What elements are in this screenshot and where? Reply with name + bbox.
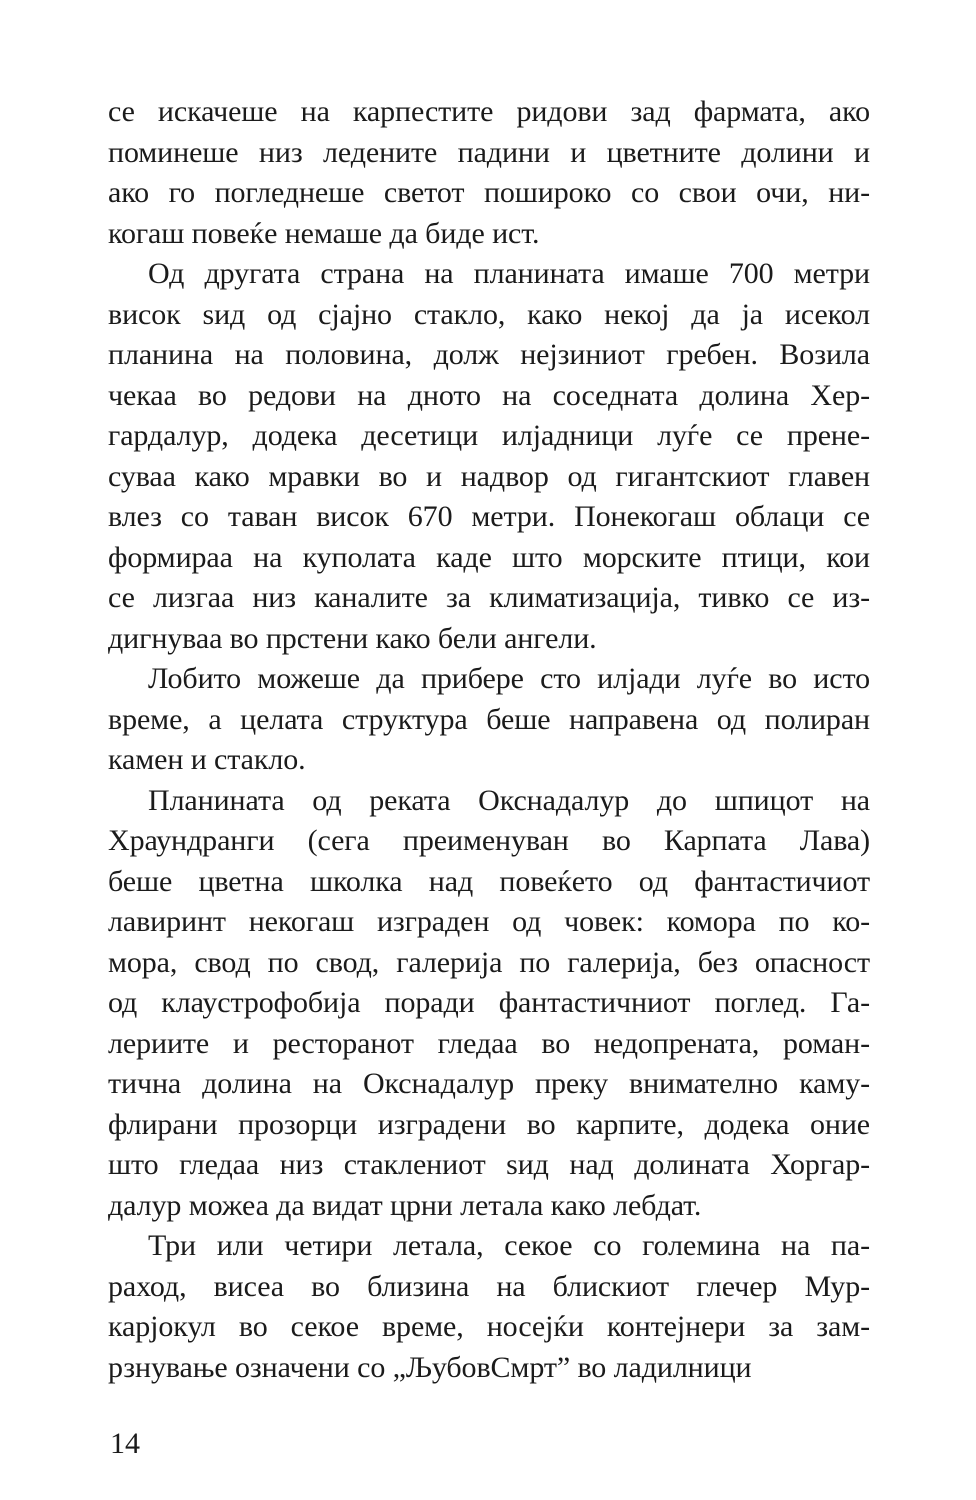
- paragraph: [108, 254, 870, 659]
- text-line: суваа како мравки во и надвор од гигантскиот главен: [108, 459, 870, 493]
- text-line: се лизгаа низ каналите за климатизација, тивко се из-: [108, 581, 870, 614]
- text-line: беше цветна школка над повеќето од фантастичиот: [108, 864, 870, 898]
- text-line: Од другата страна на планината имаше 700 метри: [148, 257, 870, 290]
- text-line: гардалур, додека десетици илјадници луѓе се прене-: [108, 419, 870, 452]
- text-line: поминеше низ ледените падини и цветните долини и: [108, 135, 870, 169]
- text-line: тична долина на Окснадалур преку внимателно каму-: [108, 1067, 870, 1100]
- text-line: лериите и ресторанот гледаа во недопрената, роман-: [108, 1026, 870, 1060]
- paragraph: [108, 659, 870, 781]
- paragraph: [108, 1226, 870, 1388]
- text-line: рзнување означени со „ЉубовСмрт” во ладилници: [108, 1350, 752, 1384]
- text-line: висок ѕид од сјајно стакло, како некој да ја исекол: [108, 297, 870, 331]
- text-line: далур можеа да видат црни летала како лебдат.: [108, 1188, 702, 1222]
- text-line: Храундранги (сега преименуван во Карпата Лава): [108, 824, 870, 857]
- text-line: од клаустрофобија поради фантастичниот поглед. Га-: [108, 986, 870, 1019]
- paragraph: [108, 92, 870, 254]
- text-line: што гледаа низ стаклениот ѕид над долината Хоргар-: [108, 1148, 870, 1181]
- text-line: мора, свод по свод, галерија по галерија, без опасност: [108, 945, 870, 979]
- text-line: Три или четири летала, секое со големина на па-: [148, 1229, 870, 1262]
- text-line: Планината од реката Окснадалур до шпицот на: [148, 783, 870, 817]
- body-text: [108, 92, 870, 1388]
- text-line: се искачеше на карпестите ридови зад фармата, ако: [108, 95, 870, 128]
- text-line: планина на половина, долж нејзиниот гребен. Возила: [108, 338, 870, 371]
- text-line: карјокул во секое време, носејќи контејнери за зам-: [108, 1310, 870, 1343]
- text-line: камен и стакло.: [108, 743, 306, 776]
- text-line: време, а целата структура беше направена од полиран: [108, 702, 870, 736]
- text-line: формираа на куполата каде што морските птици, кои: [108, 540, 870, 574]
- text-line: когаш повеќе немаше да биде ист.: [108, 216, 540, 250]
- page-number: 14: [110, 1427, 140, 1460]
- text-line: лавиринт некогаш изграден од човек: комора по ко-: [108, 905, 870, 938]
- text-line: флирани прозорци изградени во карпите, додека оние: [108, 1107, 870, 1141]
- text-line: раход, висеа во близина на блискиот глечер Мур-: [108, 1269, 870, 1303]
- text-line: ако го погледнеше светот пошироко со свои очи, ни-: [108, 176, 870, 209]
- paragraph: [108, 781, 870, 1227]
- text-line: Лобито можеше да прибере сто илјади луѓе во исто: [148, 662, 870, 695]
- text-line: чекаа во редови на дното на соседната долина Хер-: [108, 378, 870, 412]
- text-line: дигнуваа во прстени како бели ангели.: [108, 621, 597, 655]
- text-line: влез со таван висок 670 метри. Понекогаш облаци се: [108, 500, 870, 533]
